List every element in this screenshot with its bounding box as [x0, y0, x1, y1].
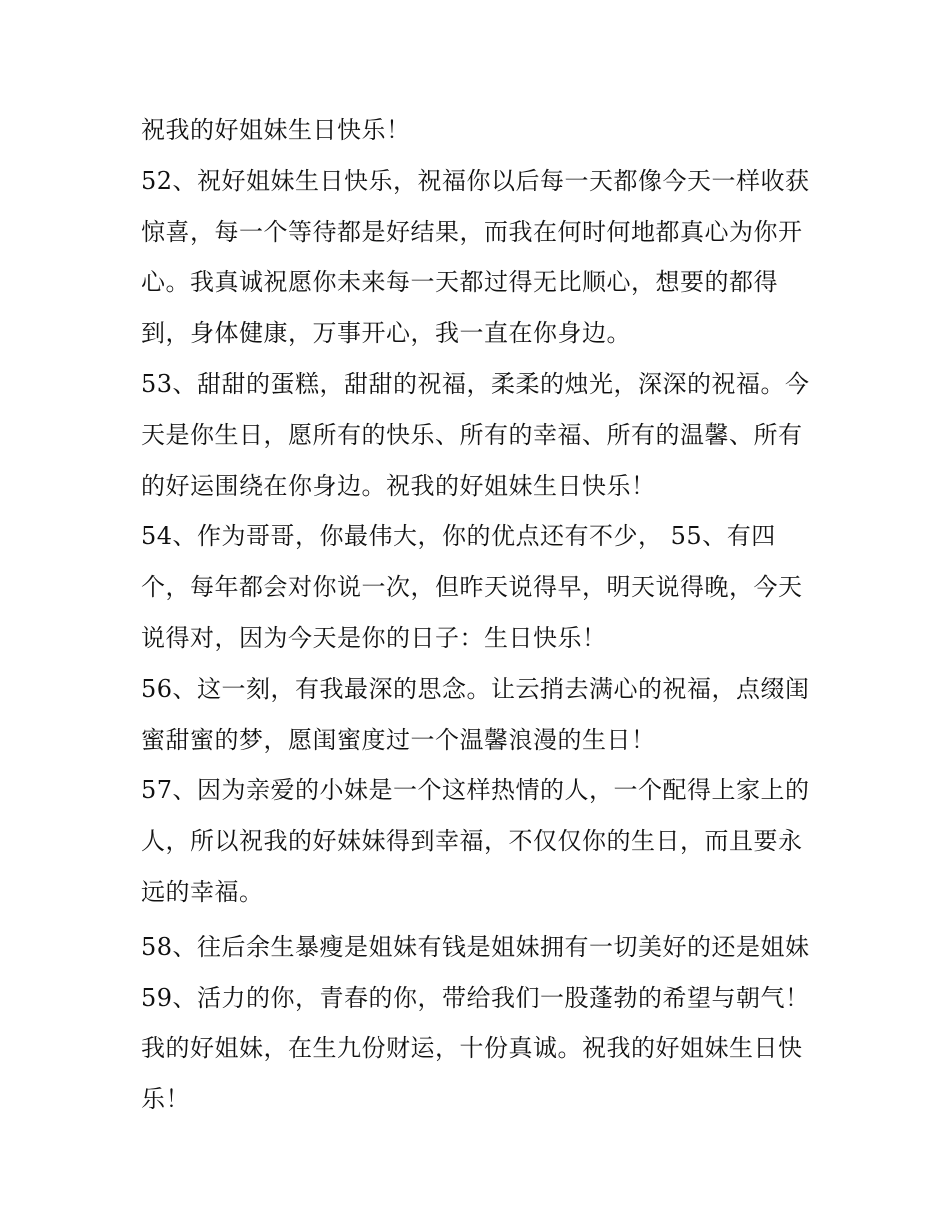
text-line: 56、这一刻，有我最深的思念。让云捎去满心的祝福，点缀闺 [141, 674, 810, 703]
text-line: 58、往后余生暴瘦是姐妹有钱是姐妹拥有一切美好的还是姐妹 [141, 932, 810, 961]
text-line: 祝我的好姐妹生日快乐！ [141, 116, 411, 144]
text-line: 59、活力的你，青春的你，带给我们一股蓬勃的希望与朝气！ [141, 983, 810, 1012]
text-line: 蜜甜蜜的梦，愿闺蜜度过一个温馨浪漫的生日！ [141, 725, 656, 754]
text-line: 天是你生日，愿所有的快乐、所有的幸福、所有的温馨、所有 [141, 420, 803, 449]
text-line: 52、祝好姐妹生日快乐，祝福你以后每一天都像今天一样收获 [141, 166, 810, 195]
text-line: 到，身体健康，万事开心，我一直在你身边。 [141, 319, 631, 348]
text-line: 的好运围绕在你身边。祝我的好姐妹生日快乐！ [141, 471, 656, 500]
text-line: 54、作为哥哥，你最伟大，你的优点还有不少， 55、有四 [141, 522, 776, 551]
text-line: 乐！ [141, 1085, 190, 1114]
text-line: 远的幸福。 [141, 877, 264, 906]
text-line: 惊喜，每一个等待都是好结果，而我在何时何地都真心为你开 [141, 217, 803, 246]
text-line: 个，每年都会对你说一次，但昨天说得早，明天说得晚，今天 [141, 573, 803, 602]
text-line: 人，所以祝我的好妹妹得到幸福，不仅仅你的生日，而且要永 [141, 827, 803, 856]
text-line: 我的好姐妹，在生九份财运，十份真诚。祝我的好姐妹生日快 [141, 1034, 803, 1063]
text-line: 57、因为亲爱的小妹是一个这样热情的人，一个配得上家上的 [141, 776, 810, 805]
text-line: 53、甜甜的蛋糕，甜甜的祝福，柔柔的烛光，深深的祝福。今 [141, 369, 810, 398]
document-body [141, 105, 821, 1125]
text-line: 说得对，因为今天是你的日子：生日快乐！ [141, 623, 607, 652]
text-line: 心。我真诚祝愿你未来每一天都过得无比顺心，想要的都得 [141, 268, 778, 297]
